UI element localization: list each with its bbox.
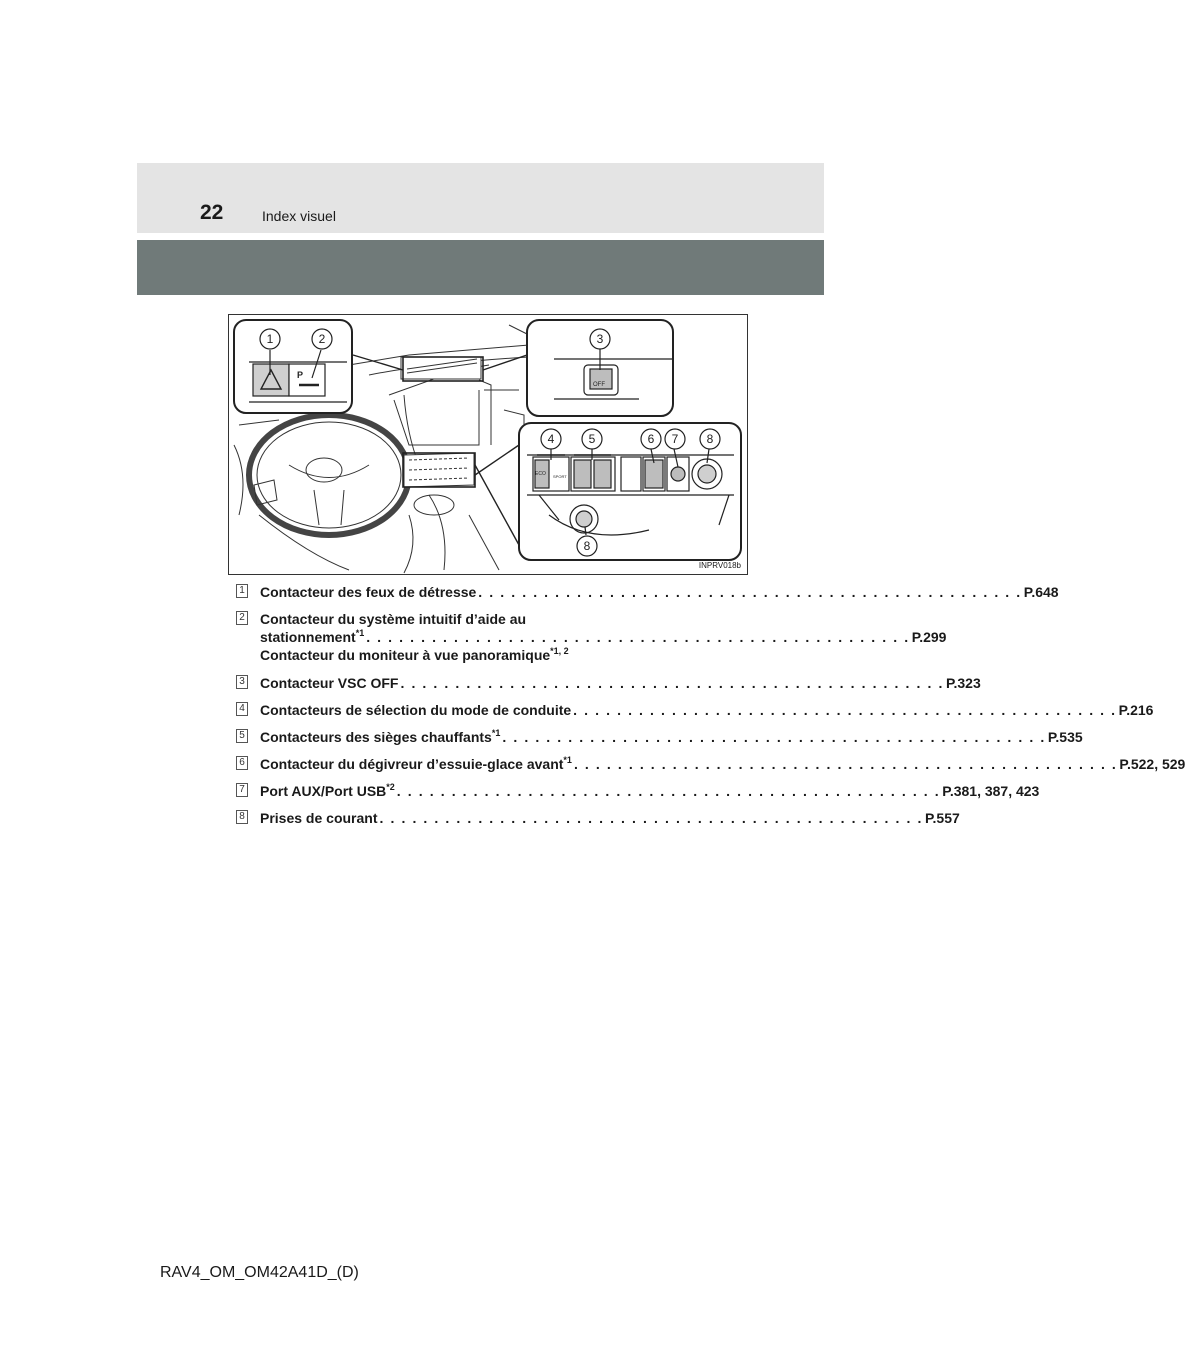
leader-dots: . . . . . . . . . . . . . . . . . . . . . . . . . . . . . . . . . . . . . . . . . . . . . . . . . . <box>400 675 944 691</box>
item-number: 4 <box>236 702 248 716</box>
item-line <box>260 674 981 692</box>
item-number: 5 <box>236 729 248 743</box>
leader-dots: . . . . . . . . . . . . . . . . . . . . . . . . . . . . . . . . . . . . . . . . . . . . . . . . . . <box>366 629 910 645</box>
item-line <box>260 728 1083 746</box>
svg-text:ECO: ECO <box>535 471 546 477</box>
svg-text:SPORT: SPORT <box>553 474 567 479</box>
item-number: 6 <box>236 756 248 770</box>
inset-hazard-parking <box>234 320 352 413</box>
callout-label: 8 <box>706 432 714 446</box>
page-ref[interactable]: P.323 <box>945 675 981 691</box>
item-label: Prises de courant <box>260 810 378 826</box>
page-number: 22 <box>200 201 224 224</box>
page-ref[interactable]: P.522, 529 <box>1119 756 1185 772</box>
document-code: RAV4_OM_OM42A41D_(D) <box>160 1264 359 1281</box>
footnote-marker: *1, 2 <box>550 646 569 656</box>
section-title: Index visuel <box>262 208 336 224</box>
page-ref[interactable]: P.216 <box>1118 702 1154 718</box>
item-number: 1 <box>236 584 248 598</box>
callout-label: 2 <box>318 332 326 346</box>
item-label: Contacteur VSC OFF <box>260 675 399 691</box>
footnote-marker: *1 <box>563 755 572 765</box>
page-ref[interactable]: P.299 <box>911 629 947 645</box>
item-number: 2 <box>236 611 248 625</box>
section-banner <box>137 240 824 295</box>
callout-label: 7 <box>671 432 679 446</box>
leader-dots: . . . . . . . . . . . . . . . . . . . . . . . . . . . . . . . . . . . . . . . . . . . . . . . . . . <box>573 702 1117 718</box>
item-label: Contacteur des feux de détresse <box>260 584 477 600</box>
item-line <box>260 755 1185 773</box>
page-ref[interactable]: P.557 <box>924 810 960 826</box>
item-label: stationnement$^{*1}$ <box>260 628 365 645</box>
item-label: Contacteurs des sièges chauffants$^{*1}$ <box>260 728 501 745</box>
item-line <box>260 628 947 646</box>
svg-text:OFF: OFF <box>593 382 605 388</box>
item-label: Contacteur du dégivreur d’essuie-glace avant$^{*1}$ <box>260 755 572 772</box>
page-ref[interactable]: P.648 <box>1023 584 1059 600</box>
footnote-marker: *1 <box>491 728 501 738</box>
leader-dots: . . . . . . . . . . . . . . . . . . . . . . . . . . . . . . . . . . . . . . . . . . . . . . . . . . <box>573 756 1118 772</box>
dashboard-illustration <box>228 314 748 575</box>
item-line <box>260 610 722 628</box>
callout-label: 5 <box>588 432 596 446</box>
item-number: 8 <box>236 810 248 824</box>
item-line <box>260 646 722 664</box>
page-ref[interactable]: P.381, 387, 423 <box>942 783 1040 799</box>
item-line <box>260 701 1154 719</box>
figure-code: INPRV018b <box>698 561 741 570</box>
footnote-marker: *1 <box>355 628 365 638</box>
leader-dots: . . . . . . . . . . . . . . . . . . . . . . . . . . . . . . . . . . . . . . . . . . . . . . . . . . <box>396 783 941 799</box>
item-line <box>260 782 1040 800</box>
callout-label: 4 <box>547 432 555 446</box>
footnote-marker: *2 <box>386 782 395 792</box>
item-line <box>260 809 960 827</box>
item-number: 7 <box>236 783 248 797</box>
callout-label: 8 <box>583 539 591 553</box>
svg-text:P: P <box>297 370 304 380</box>
leader-dots: . . . . . . . . . . . . . . . . . . . . . . . . . . . . . . . . . . . . . . . . . . . . . . . . . . <box>379 810 923 826</box>
item-label: Contacteur du moniteur à vue panoramique$^{*1, 2}$ <box>260 646 569 663</box>
leader-dots: . . . . . . . . . . . . . . . . . . . . . . . . . . . . . . . . . . . . . . . . . . . . . . . . . . <box>478 584 1022 600</box>
item-number: 3 <box>236 675 248 689</box>
item-label: Contacteur du système intuitif d’aide au <box>260 611 527 627</box>
item-line <box>260 583 1059 601</box>
item-label: Contacteurs de sélection du mode de conduite <box>260 702 572 718</box>
callout-label: 6 <box>647 432 655 446</box>
item-label: Port AUX/Port USB$^{*2}$ <box>260 782 395 799</box>
leader-dots: . . . . . . . . . . . . . . . . . . . . . . . . . . . . . . . . . . . . . . . . . . . . . . . . . . <box>502 729 1046 745</box>
callout-label: 1 <box>266 332 274 346</box>
header-band <box>137 163 824 233</box>
callout-label: 3 <box>596 332 604 346</box>
page-ref[interactable]: P.535 <box>1047 729 1083 745</box>
